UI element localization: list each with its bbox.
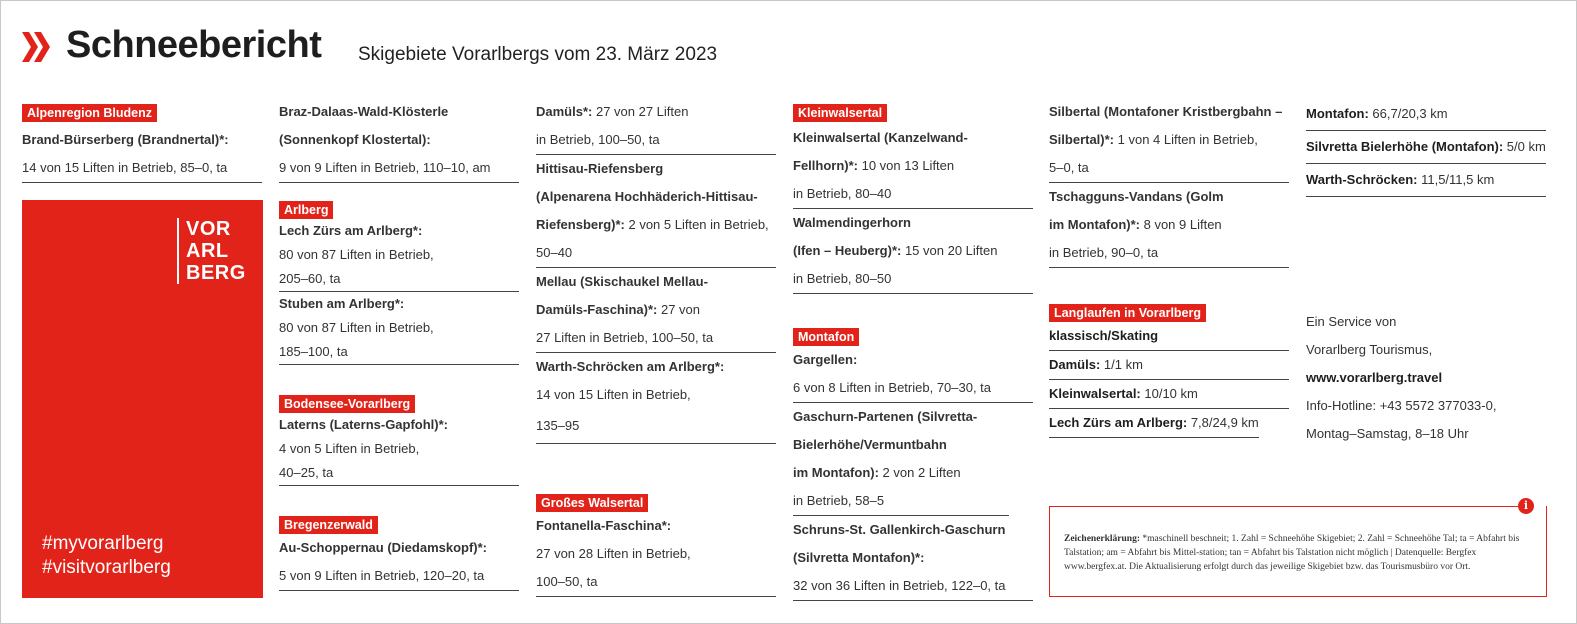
resort-info: 135–95 <box>536 409 776 444</box>
resort-info: 8 von 9 Liften <box>1139 217 1222 232</box>
resort-name: Gaschurn-Partenen (Silvretta- <box>793 409 978 424</box>
trail-name: Damüls: <box>1049 357 1101 372</box>
resort-name: (Alpenarena Hochhäderich-Hittisau- <box>536 189 758 204</box>
resort-name: (Ifen – Heuberg)*: <box>793 243 902 258</box>
trail-name: Kleinwalsertal: <box>1049 386 1141 401</box>
resort-info: 5–0, ta <box>1049 154 1289 183</box>
resort-name: Brand-Bürserberg (Brandnertal)*: <box>22 132 229 147</box>
region-tag-alpenregion-bludenz: Alpenregion Bludenz <box>22 104 157 122</box>
hotline: Info-Hotline: +43 5572 377033-0, <box>1306 398 1497 413</box>
trail-info: 1/1 km <box>1100 357 1143 372</box>
trail-name: Silvretta Bielerhöhe (Montafon): <box>1306 139 1504 154</box>
resort-name: Stuben am Arlberg*: <box>279 296 405 311</box>
resort-name: Damüls*: <box>536 104 593 119</box>
region-tag-langlaufen: Langlaufen in Vorarlberg <box>1049 304 1206 322</box>
resort-name: Schruns-St. Gallenkirch-Gaschurn <box>793 522 1006 537</box>
info-icon: i <box>1518 498 1534 514</box>
column-3 <box>536 98 776 597</box>
trail-name: Warth-Schröcken: <box>1306 172 1418 187</box>
service-line: Vorarlberg Tourismus, <box>1306 342 1433 357</box>
resort-name: Tschagguns-Vandans (Golm <box>1049 189 1224 204</box>
trail-info: 5/0 km <box>1503 139 1546 154</box>
resort-info: 15 von 20 Liften <box>901 243 998 258</box>
region-tag-grosses-walsertal: Großes Walsertal <box>536 494 648 512</box>
resort-info: in Betrieb, 90–0, ta <box>1049 239 1289 268</box>
hashtag: #myvorarlberg <box>42 533 164 554</box>
resort-name: Fontanella-Faschina*: <box>536 518 672 533</box>
resort-name: Hittisau-Riefensberg <box>536 161 664 176</box>
resort-info: 2 von 5 Liften in Betrieb, <box>624 217 769 232</box>
legend-text: Zeichenerklärung: *maschinell beschneit; 1. Zahl = Schneehöhe Skigebiet; 2. Zahl = Schneehöhe Tal; ta = Abfahrt bis Talstation; am = Abfahrt bis Mittel-station; tan = Abfahrt bis Talstation nicht möglich | Datenquelle: Bergfex www.bergfex.at. Die Aktualisierung erfolgt durch das jeweilige Skigebiet bzw. das Tourismusbüro vor Ort. <box>1064 534 1520 572</box>
hashtags <box>42 532 171 580</box>
column-6 <box>1306 98 1546 197</box>
trail-name: Montafon: <box>1306 106 1369 121</box>
resort-name: Braz-Dalaas-Wald-Klösterle <box>279 104 449 119</box>
resort-name: Walmendingerhorn <box>793 215 911 230</box>
resort-info: 27 von 28 Liften in Betrieb, <box>536 546 691 561</box>
resort-info: 10 von 13 Liften <box>858 158 955 173</box>
resort-info: 14 von 15 Liften in Betrieb, <box>536 387 691 402</box>
resort-name: Gargellen: <box>793 352 858 367</box>
resort-name: im Montafon)*: <box>1049 217 1140 232</box>
region-tag-kleinwalsertal: Kleinwalsertal <box>793 104 887 122</box>
region-tag-arlberg: Arlberg <box>279 201 333 219</box>
resort-info: 9 von 9 Liften in Betrieb, 110–10, am <box>279 154 519 183</box>
resort-info: 14 von 15 Liften in Betrieb, 85–0, ta <box>22 154 262 183</box>
resort-info: 1 von 4 Liften in Betrieb, <box>1114 132 1258 147</box>
resort-info: 32 von 36 Liften in Betrieb, 122–0, ta <box>793 572 1033 601</box>
page-subtitle: Skigebiete Vorarlbergs vom 23. März 2023 <box>358 44 718 65</box>
resort-info: 4 von 5 Liften in Betrieb, <box>279 441 420 456</box>
column-2 <box>279 98 519 591</box>
service-info <box>1306 308 1496 448</box>
page-title: Schneebericht <box>66 24 322 66</box>
region-tag-bregenzerwald: Bregenzerwald <box>279 516 378 534</box>
resort-info: 80 von 87 Liften in Betrieb, <box>279 320 434 335</box>
resort-name: Laterns (Laterns-Gapfohl)*: <box>279 417 449 432</box>
resort-name: Riefensberg)*: <box>536 217 625 232</box>
vorarlberg-logo: VOR ARL BERG <box>177 218 246 284</box>
resort-name: Warth-Schröcken am Arlberg*: <box>536 359 725 374</box>
column-1 <box>22 104 262 183</box>
resort-name: Mellau (Skischaukel Mellau- <box>536 274 708 289</box>
trail-info: 10/10 km <box>1140 386 1198 401</box>
resort-info: 2 von 2 Liften <box>878 465 961 480</box>
resort-info: 5 von 9 Liften in Betrieb, 120–20, ta <box>279 562 519 591</box>
double-chevron-icon <box>22 32 52 62</box>
region-tag-montafon: Montafon <box>793 328 859 346</box>
resort-info: 80 von 87 Liften in Betrieb, <box>279 247 434 262</box>
resort-info: in Betrieb, 80–50 <box>793 265 1033 294</box>
trail-info: 11,5/11,5 km <box>1417 172 1495 187</box>
resort-name: Silbertal (Montafoner Kristbergbahn – <box>1049 104 1283 119</box>
resort-info: 27 von <box>657 302 701 317</box>
resort-name: Fellhorn)*: <box>793 158 858 173</box>
resort-info: 205–60, ta <box>279 267 519 292</box>
hashtag: #visitvorarlberg <box>42 557 171 578</box>
resort-info: 6 von 8 Liften in Betrieb, 70–30, ta <box>793 374 1033 403</box>
section-heading: klassisch/Skating <box>1049 328 1159 343</box>
region-tag-bodensee-vorarlberg: Bodensee-Vorarlberg <box>279 395 415 413</box>
resort-name: Damüls-Faschina)*: <box>536 302 658 317</box>
resort-name: (Silvretta Montafon)*: <box>793 550 925 565</box>
resort-info: 27 von 27 Liften <box>592 104 689 119</box>
resort-name: Silbertal)*: <box>1049 132 1115 147</box>
resort-name: Lech Zürs am Arlberg*: <box>279 223 423 238</box>
trail-name: Lech Zürs am Arlberg: <box>1049 415 1188 430</box>
resort-info: 185–100, ta <box>279 340 519 365</box>
resort-info: 100–50, ta <box>536 568 776 597</box>
legend-box <box>1049 499 1547 597</box>
vorarlberg-brand-box <box>22 200 263 598</box>
trail-info: 66,7/20,3 km <box>1368 106 1448 121</box>
column-4 <box>793 104 1033 601</box>
resort-info: in Betrieb, 58–5 <box>793 487 1009 516</box>
resort-info: in Betrieb, 100–50, ta <box>536 126 776 155</box>
website-link[interactable]: www.vorarlberg.travel <box>1306 370 1443 385</box>
resort-name: Bielerhöhe/Vermuntbahn <box>793 437 947 452</box>
trail-info: 7,8/24,9 km <box>1187 415 1259 430</box>
resort-name: im Montafon): <box>793 465 879 480</box>
resort-name: Au-Schoppernau (Diedamskopf)*: <box>279 540 488 555</box>
column-5 <box>1049 98 1289 438</box>
resort-name: (Sonnenkopf Klostertal): <box>279 132 431 147</box>
resort-info: in Betrieb, 80–40 <box>793 180 1033 209</box>
resort-info: 40–25, ta <box>279 461 519 486</box>
resort-info: 50–40 <box>536 239 776 268</box>
resort-info: 27 Liften in Betrieb, 100–50, ta <box>536 324 776 353</box>
resort-name: Kleinwalsertal (Kanzelwand- <box>793 130 968 145</box>
service-line: Ein Service von <box>1306 314 1397 329</box>
opening-hours: Montag–Samstag, 8–18 Uhr <box>1306 426 1469 441</box>
